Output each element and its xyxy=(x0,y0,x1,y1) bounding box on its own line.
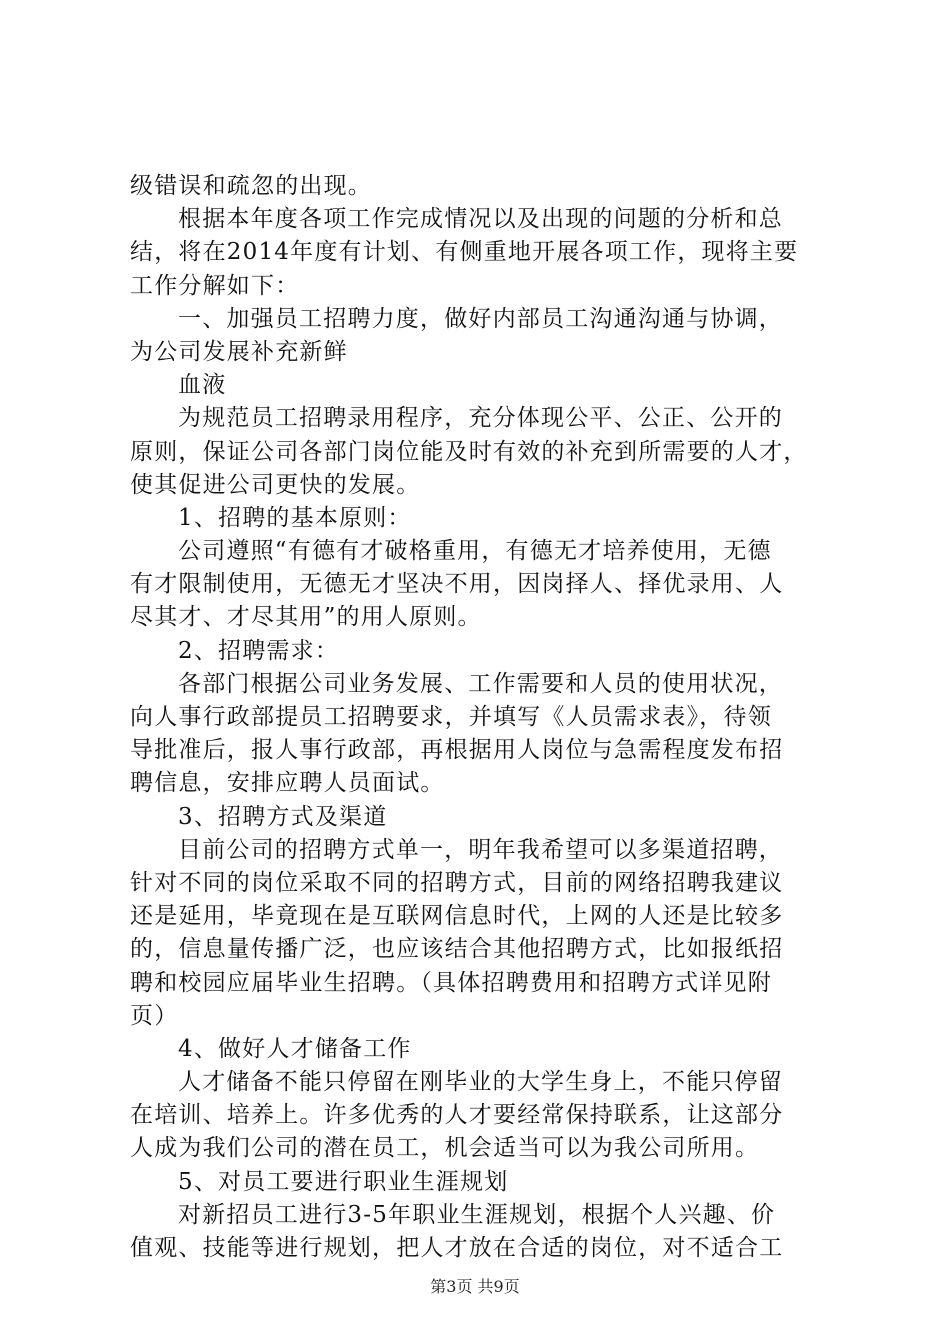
text-line: 页） xyxy=(130,1002,179,1029)
text-line: 为公司发展补充新鲜 xyxy=(130,338,348,365)
text-line: 血液 xyxy=(178,372,227,399)
text-line: 在培训、培养上。许多优秀的人才要经常保持联系，让这部分 xyxy=(130,1102,784,1129)
text-line: 根据本年度各项工作完成情况以及出现的问题的分析和总 xyxy=(178,206,783,233)
text-line: 5、对员工要进行职业生涯规划 xyxy=(178,1168,509,1195)
text-line: 聘信息，安排应聘人员面试。 xyxy=(130,770,445,797)
body-text xyxy=(130,170,830,1265)
text-line: 3、招聘方式及渠道 xyxy=(178,803,388,830)
text-line: 导批准后，报人事行政部，再根据用人岗位与急需程度发布招 xyxy=(130,737,784,764)
text-line: 2、招聘需求： xyxy=(178,637,340,664)
text-line: 结，将在2014年度有计划、有侧重地开展各项工作，现将主要 xyxy=(130,239,799,266)
text-line: 人才储备不能只停留在刚毕业的大学生身上，不能只停留 xyxy=(178,1069,783,1096)
text-line: 目前公司的招聘方式单一，明年我希望可以多渠道招聘， xyxy=(178,836,783,863)
page-footer: 第3页 共9页 xyxy=(430,1277,520,1296)
text-line: 对新招员工进行3-5年职业生涯规划，根据个人兴趣、价 xyxy=(178,1201,776,1228)
text-line: 为规范员工招聘录用程序，充分体现公平、公正、公开的 xyxy=(178,405,783,432)
text-line: 值观、技能等进行规划，把人才放在合适的岗位，对不适合工 xyxy=(130,1235,784,1261)
text-line: 人成为我们公司的潜在员工，机会适当可以为我公司所用。 xyxy=(130,1135,760,1162)
text-line: 有才限制使用，无德无才坚决不用，因岗择人、择优录用、人 xyxy=(130,571,784,598)
text-line: 各部门根据公司业务发展、工作需要和人员的使用状况， xyxy=(178,670,783,697)
text-line: 的，信息量传播广泛，也应该结合其他招聘方式，比如报纸招 xyxy=(130,936,784,963)
text-line: 尽其才、才尽其用”的用人原则。 xyxy=(130,604,482,631)
text-line: 级错误和疏忽的出现。 xyxy=(130,173,372,199)
text-line: 原则，保证公司各部门岗位能及时有效的补充到所需要的人才， xyxy=(130,438,808,465)
text-line: 一、加强员工招聘力度，做好内部员工沟通沟通与协调， xyxy=(178,305,783,332)
text-line: 公司遵照“有德有才破格重用，有德无才培养使用，无德 xyxy=(178,538,772,565)
text-line: 4、做好人才储备工作 xyxy=(178,1035,412,1062)
text-line: 针对不同的岗位采取不同的招聘方式，目前的网络招聘我建议 xyxy=(130,869,784,896)
text-line: 还是延用，毕竟现在是互联网信息时代，上网的人还是比较多 xyxy=(130,903,784,930)
text-line: 向人事行政部提员工招聘要求，并填写《人员需求表》，待领 xyxy=(130,704,772,730)
text-line: 使其促进公司更快的发展。 xyxy=(130,471,421,498)
text-line: 聘和校园应届毕业生招聘。（具体招聘费用和招聘方式详见附 xyxy=(130,969,772,996)
text-line: 1、招聘的基本原则： xyxy=(178,504,412,531)
text-line: 工作分解如下： xyxy=(130,272,300,299)
